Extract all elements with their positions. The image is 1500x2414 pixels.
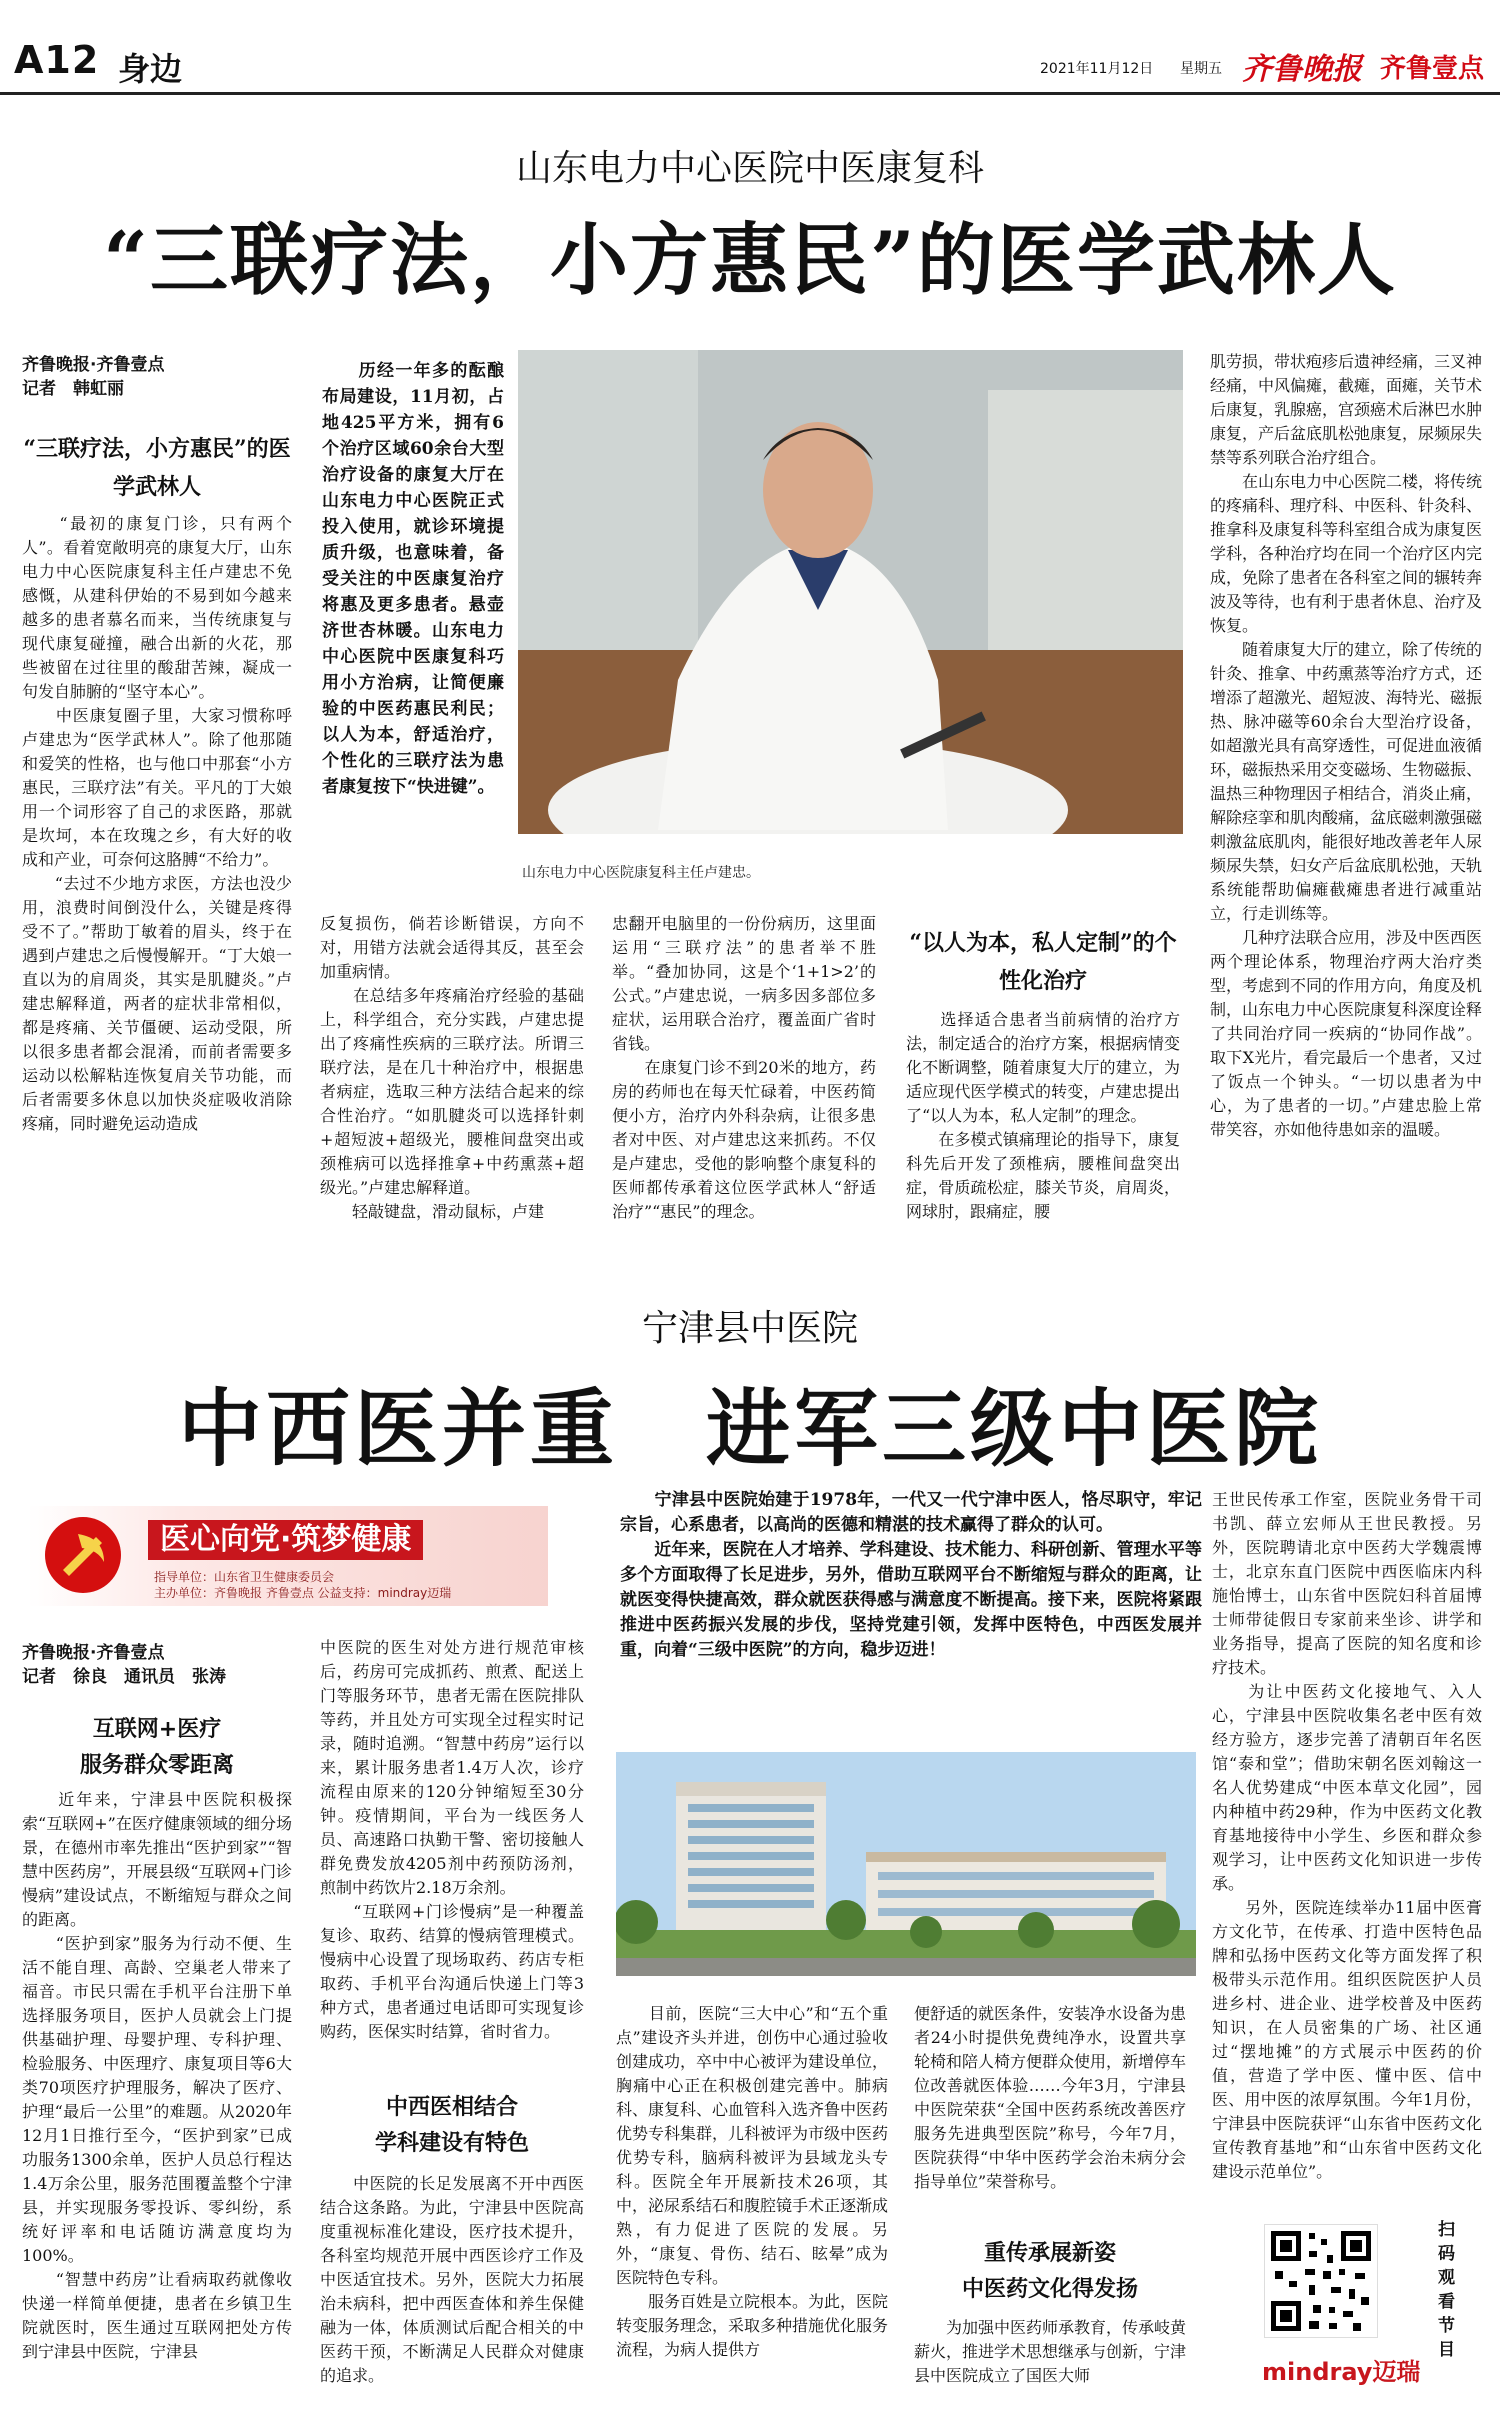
doctor-illustration (518, 350, 1183, 834)
article1-column-3: 反复损伤，倘若诊断错误，方向不对，用错方法就会适得其反，甚至会加重病情。 在总结多年疼痛治疗经验的基础上，科学组合，充分实践，卢建忠提出了疼痛性疾病的三联疗法。所谓三联疗法，是在几十种治疗中，根据患者病症，选取三种方法结合起来的综合性治疗。“如肌腱炎可以选择针刺+超短波+超级光，腰椎间盘突出或颈椎病可以选择推拿+中药熏蒸+超级光。”卢建忠解释道。 轻敲键盘，滑动鼠标，卢建 (320, 914, 584, 1221)
issue-weekday: 星期五 (1180, 61, 1222, 77)
hospital-building-illustration (616, 1752, 1196, 1976)
campaign-banner-title: 医心向党·筑梦健康 (148, 1520, 423, 1560)
campaign-banner (28, 1506, 548, 1606)
article2-kicker: 宁津县中医院 (641, 1308, 858, 1349)
article1-intro: 历经一年多的酝酿布局建设，11月初，占地425平方米，拥有6个治疗区域60余台大型治疗设备的康复大厅在山东电力中心医院正式投入使用，就诊环境提质升级，也意味着，备受关注的中医康复治疗将惠及更多患者。悬壶济世杏林暖。山东电力中心医院中医康复科巧用小方治病，让简便廉验的中医药惠民利民；以人为本，舒适治疗，个性化的三联疗法为患者康复按下“快进键”。 (322, 361, 504, 797)
article2-subhead-heritage: 重传承展新姿 中医药文化得发扬 (961, 2241, 1138, 2302)
party-emblem-icon (38, 1510, 128, 1600)
article1-column-5-subhead: “以人为本，私人定制”的个性化治疗 (909, 930, 1177, 994)
article1-kicker: 山东电力中心医院中医康复科 (515, 148, 984, 189)
issue-date: 2021年11月12日 (1040, 61, 1154, 77)
article2-column-3: 目前，医院“三大中心”和“五个重点”建设齐头并进，创伤中心通过验收创建成功，卒中中心被评为建设单位，胸痛中心正在积极创建完善中。肺病科、康复科、心血管科入选齐鲁中医药优势专科集群，儿科被评为市级中医药优势专科，脑病科被评为县域龙头专科。医院全年开展新技术26项，其中，泌尿系结石和腹腔镜手术正逐渐成熟，有力促进了医院的发展。另外，“康复、骨伤、结石、眩晕”成为医院特色专科。 服务百姓是立院根本。为此，医院转变服务理念，采取多种措施优化服务流程，为病人提供方 (616, 2004, 888, 2359)
doctor-photo (518, 350, 1183, 834)
qr-code-icon (1265, 2225, 1377, 2337)
campaign-banner-guidance: 指导单位：山东省卫生健康委员会 (154, 1570, 335, 1584)
article1-column-1: “最初的康复门诊，只有两个人”。看着宽敞明亮的康复大厅，山东电力中心医院康复科主任卢建忠不免感慨，从建科伊始的不易到如今越来越多的患者慕名而来，当传统康复与现代康复碰撞，融合出新的火花，那些被留在过往里的酸甜苦辣，凝成一句发自肺腑的“坚守本心”。 中医康复圈子里，大家习惯称呼卢建忠为“医学武林人”。除了他那随和爱笑的性格，也与他口中那套“小方惠民，三联疗法”有关。平凡的丁大娘用一个词形容了自己的求医路，那就是坎坷，本在玫瑰之乡，有大好的收成和产业，可奈何这胳膊“不给力”。 “去过不少地方求医，方法也没少用，浪费时间倒没什么，关键是疼得受不了。”帮助丁敏着的眉头，终于在遇到卢建忠之后慢慢解开。“丁大娘一直以为的肩周炎，其实是肌腱炎。”卢建忠解释道，两者的症状非常相似，都是疼痛、关节僵硬、运动受限，所以很多患者都会混淆，而前者需要多运动以松解粘连恢复肩关节功能，而后者需要多休息以加快炎症吸收消除疼痛，同时避免运动造成 (22, 514, 292, 1133)
article1-column-4: 忠翻开电脑里的一份份病历，这里面运用“三联疗法”的患者举不胜举。“叠加协同，这是个‘1+1>2’的公式。”卢建忠说，一病多因多部位多症状，运用联合治疗，覆盖面广省时省钱。 在康复门诊不到20米的地方，药房的药师也在每天忙碌着，中医药简便小方，治疗内外科杂病，让很多患者对中医、对卢建忠这来抓药。不仅是卢建忠，受他的影响整个康复科的医师都传承着这位医学武林人“舒适治疗”“惠民”的理念。 (612, 914, 876, 1221)
qr-code[interactable] (1264, 2224, 1378, 2338)
article2-column-2: 中医院的医生对处方进行规范审核后，药房可完成抓药、煎煮、配送上门等服务环节，患者无需在医院排队等药，并且处方可实现全过程实时记录，随时追溯。“智慧中药房”运行以来，累计服务患者1.4万人次，诊疗流程由原来的120分钟缩短至30分钟。疫情期间，平台为一线医务人员、高速路口执勤干警、密切接触人群免费发放4205剂中药预防汤剂，煎制中药饮片2.18万余剂。 “互联网+门诊慢病”是一种覆盖复诊、取药、结算的慢病管理模式。慢病中心设置了现场取药、药店专柜取药、手机平台沟通后快递上门等3种方式，患者通过电话即可实现复诊购药，医保实时结算，省时省力。 (320, 1638, 584, 2041)
article2-byline-outlet: 齐鲁晚报·齐鲁壹点 (22, 1643, 165, 1663)
qr-instruction: 扫码观看节目 (1438, 2220, 1455, 2360)
article1-byline-outlet: 齐鲁晚报·齐鲁壹点 (22, 355, 165, 375)
article1-subhead: “三联疗法，小方惠民”的医学武林人 (23, 436, 291, 500)
article2-byline-reporters: 记者 徐良 通讯员 张涛 (22, 1667, 226, 1687)
section-name: 身边 (118, 50, 183, 88)
article2-subhead-integration: 中西医相结合 学科建设有特色 (374, 2095, 529, 2156)
article2-title: 中西医并重 进军三级中医院 (177, 1379, 1322, 1478)
hospital-photo (616, 1752, 1196, 1976)
article1-byline-reporter: 记者 韩虹丽 (22, 379, 124, 399)
sponsor-logo: mindray迈瑞 (1262, 2358, 1421, 2386)
campaign-banner-organizers: 主办单位：齐鲁晚报 齐鲁壹点 公益支持：mindray迈瑞 (154, 1586, 452, 1600)
article2-column-2b: 中医院的长足发展离不开中西医结合这条路。为此，宁津县中医院高度重视标准化建设，医疗技术提升，各科室均规范开展中西医诊疗工作及中医适宜技术。另外，医院大力拓展治未病科，把中西医查体和养生保健融为一体，体质测试后配合相关的中医药干预，不断满足人民群众对健康的追求。 (320, 2174, 584, 2385)
page-number: A12 (14, 38, 100, 82)
article1-column-5: 选择适合患者当前病情的治疗方法，制定适合的治疗方案，根据病情变化不断调整，随着康复大厅的建立，为适应现代医学模式的转变，卢建忠提出了“以人为本，私人定制”的理念。 在多模式镇痛理论的指导下，康复科先后开发了颈椎病，腰椎间盘突出症，骨质疏松症，膝关节炎，肩周炎，网球肘，跟痛症，腰 (906, 1010, 1180, 1221)
article2-subhead-internet: 互联网+医疗 服务群众零距离 (79, 1717, 234, 1778)
article2-column-1: 近年来，宁津县中医院积极探索“互联网+”在医疗健康领域的细分场景，在德州市率先推出“医护到家”“智慧中医药房”，开展县级“互联网+门诊慢病”建设试点，不断缩短与群众之间的距离。 “医护到家”服务为行动不便、生活不能自理、高龄、空巢老人带来了福音。市民只需在手机平台注册下单选择服务项目，医护人员就会上门提供基础护理、母婴护理、专科护理、检验服务、中医理疗、康复项目等6大类70项医疗护理服务，解决了医疗、护理“最后一公里”的难题。从2020年12月1日推行至今，“医护到家”已成功服务1300余单，医护人员总行程达1.4万余公里，服务范围覆盖整个宁津县，并实现服务零投诉、零纠纷，系统好评率和电话随访满意度均为100%。 “智慧中药房”让看病取药就像收快递一样简单便捷，患者在乡镇卫生院就医时，医生通过互联网把处方传到宁津县中医院，宁津县 (22, 1790, 292, 2361)
header-rule (0, 92, 1500, 95)
article1-title: “三联疗法，小方惠民”的医学武林人 (103, 215, 1397, 306)
brand-logo-qilu-evening: 齐鲁晚报 (1242, 52, 1362, 87)
article2-column-5: 王世民传承工作室，医院业务骨干司书凯、薛立宏师从王世民教授。另外，医院聘请北京中医药大学魏震博士，北京东直门医院中西医临床内科施怡博士，山东省中医院妇科首届博士师带徒假日专家前来坐诊、讲学和业务指导，提高了医院的知名度和诊疗技术。 为让中医药文化接地气、入人心，宁津县中医院收集名老中医有效经方验方，逐步完善了清朝百年名医馆“泰和堂”；借助宋朝名医刘翰这一名人优势建成“中医本草文化园”，园内种植中药29种，作为中医药文化教育基地接待中小学生、乡医和群众参观学习，让中医药文化知识进一步传承。 另外，医院连续举办11届中医膏方文化节，在传承、打造中医特色品牌和弘扬中医药文化等方面发挥了积极带头示范作用。组织医院医护人员进乡村、进企业、进学校普及中医药知识，在人员密集的广场、社区通过“摆地摊”的方式展示中医药的价值，营造了学中医、懂中医、信中医、用中医的浓厚氛围。今年1月份，宁津县中医院获评“山东省中医药文化宣传教育基地”和“山东省中医药文化建设示范单位”。 (1212, 1490, 1482, 2181)
article2-column-4b: 为加强中医药师承教育，传承岐黄薪火，推进学术思想继承与创新，宁津县中医院成立了国医大师 (914, 2318, 1186, 2385)
doctor-photo-caption: 山东电力中心医院康复科主任卢建忠。 (522, 865, 760, 881)
brand-logo-qilu-yidian: 齐鲁壹点 (1380, 54, 1485, 84)
article1-column-6: 肌劳损，带状疱疹后遗神经痛，三叉神经痛，中风偏瘫，截瘫，面瘫，关节术后康复，乳腺癌，宫颈癌术后淋巴水肿康复，产后盆底肌松弛康复，尿频尿失禁等系列联合治疗组合。 在山东电力中心医院二楼，将传统的疼痛科、理疗科、中医科、针灸科、推拿科及康复科等科室组合成为康复医学科，各种治疗均在同一个治疗区内完成，免除了患者在各科室之间的辗转奔波及等待，也有利于患者休息、治疗及恢复。 随着康复大厅的建立，除了传统的针灸、推拿、中药熏蒸等治疗方式，还增添了超激光、超短波、海特光、磁振热、脉冲磁等60余台大型治疗设备，如超激光具有高穿透性，可促进血液循环，磁振热采用交变磁场、生物磁振、温热三种物理因子相结合，消炎止痛，解除痉挛和肌肉酸痛，盆底磁刺激强磁刺激盆底肌肉，能很好地改善老年人尿频尿失禁，妇女产后盆底肌松弛，天轨系统能帮助偏瘫截瘫患者进行减重站立，行走训练等。 几种疗法联合应用，涉及中医西医两个理论体系，物理治疗两大治疗类型，考虑到不同的作用方向，角度及机制，山东电力中心医院康复科深度诠释了共同治疗同一疾病的“协同作战”。取下X光片，看完最后一个患者，又过了饭点一个钟头。“一切以患者为中心，为了患者的一切。”卢建忠脸上常带笑容，亦如他待患如亲的温暖。 (1210, 352, 1482, 1139)
article2-lead: 宁津县中医院始建于1978年，一代又一代宁津中医人，恪尽职守，牢记宗旨，心系患者，以高尚的医德和精湛的技术赢得了群众的认可。 近年来，医院在人才培养、学科建设、技术能力、科研创新、管理水平等多个方面取得了长足进步，另外，借助互联网平台不断缩短与群众的距离，让就医变得快捷高效，群众就医获得感与满意度不断提高。接下来，医院将紧跟推进中医药振兴发展的步伐，坚持党建引领，发挥中医特色，中西医发展并重，向着“三级中医院”的方向，稳步迈进！ (620, 1490, 1202, 1660)
article2-column-4: 便舒适的就医条件，安装净水设备为患者24小时提供免费纯净水，设置共享轮椅和陪人椅方便群众使用，新增停车位改善就医体验……今年3月，宁津县中医院荣获“全国中医药系统改善医疗服务先进典型医院”称号，今年7月，医院获得“中华中医药学会治未病分会指导单位”荣誉称号。 (914, 2004, 1186, 2191)
